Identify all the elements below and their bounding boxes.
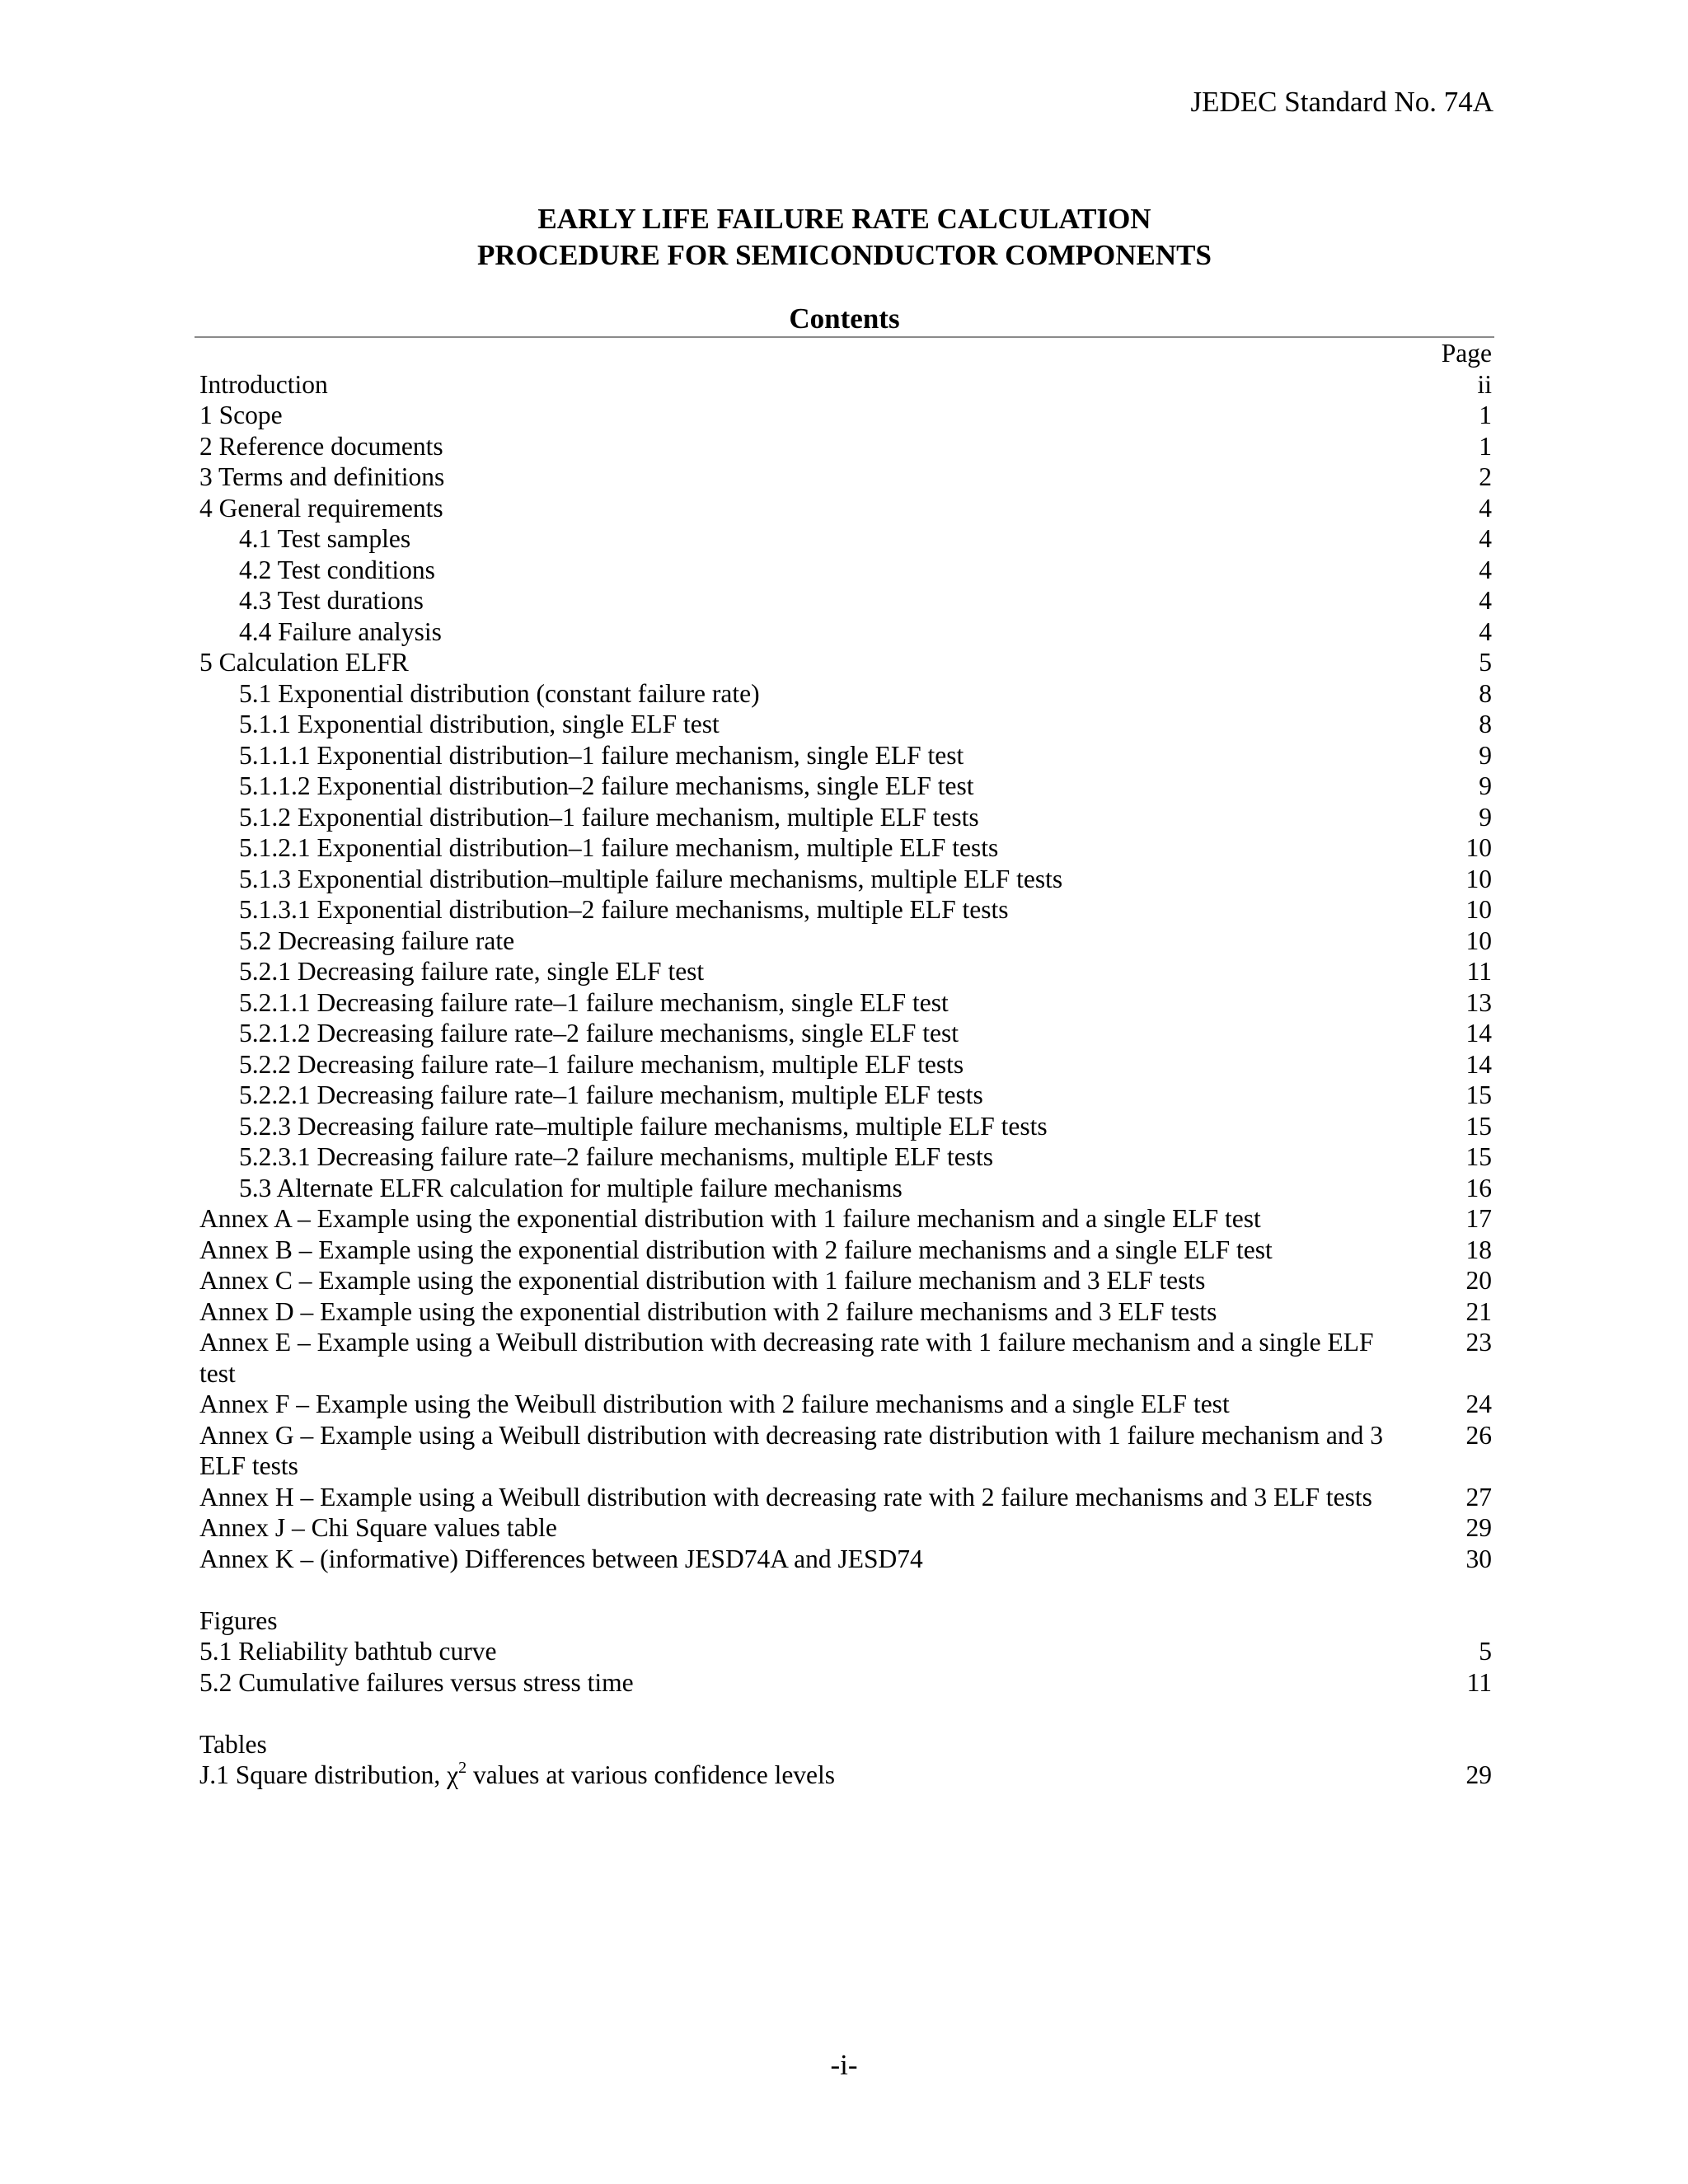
toc-entry-text: 5.2.1.1 Decreasing failure rate–1 failure mechanism, single ELF test <box>239 987 949 1017</box>
toc-entry-text: 5.2.2.1 Decreasing failure rate–1 failure mechanism, multiple ELF tests <box>239 1080 983 1109</box>
toc-entry[interactable] <box>199 1389 1492 1420</box>
toc-entry-page: 8 <box>1479 678 1492 708</box>
toc-entry-page: 9 <box>1479 740 1492 770</box>
standard-number: JEDEC Standard No. 74A <box>1190 86 1493 118</box>
toc-entries <box>199 369 1492 1575</box>
page-number-footer: -i- <box>830 2049 858 2081</box>
table-entry-text: J.1 Square distribution, $\chi^2$ values at various confidence levels <box>199 1758 836 1789</box>
toc-entry[interactable] <box>199 987 1492 1019</box>
toc-entry-text: 4 General requirements <box>199 493 443 523</box>
toc-entry-text: Introduction <box>199 369 328 399</box>
toc-entry[interactable] <box>199 1235 1492 1266</box>
toc-entry-text: 5.1.1 Exponential distribution, single ELF test <box>239 710 720 738</box>
toc-entry[interactable] <box>199 1327 1492 1389</box>
toc-entry-page: 11 <box>1466 957 1492 986</box>
toc-entry[interactable] <box>199 462 1492 493</box>
toc-entry-text: 5.3 Alternate ELFR calculation for multiple failure mechanisms <box>239 1173 903 1202</box>
title-line-2: PROCEDURE FOR SEMICONDUCTOR COMPONENTS <box>477 239 1212 271</box>
toc-entry[interactable] <box>199 894 1492 926</box>
toc-entry[interactable] <box>199 585 1492 616</box>
toc-entry-text: 3 Terms and definitions <box>199 462 445 491</box>
toc-entry[interactable] <box>199 1296 1492 1328</box>
toc-entry-page: 4 <box>1479 493 1492 523</box>
tables-heading-row <box>199 1729 1492 1760</box>
figure-entries <box>199 1636 1492 1698</box>
toc-entry-page: 13 <box>1465 987 1492 1017</box>
figure-entry-text: 5.2 Cumulative failures versus stress time <box>199 1667 634 1697</box>
toc-entry[interactable] <box>199 1018 1492 1049</box>
table-of-contents <box>199 338 1492 1791</box>
toc-entry[interactable] <box>199 555 1492 586</box>
toc-entry[interactable] <box>199 1049 1492 1080</box>
toc-entry-page: 4 <box>1479 586 1492 615</box>
figure-entry[interactable] <box>199 1667 1492 1699</box>
toc-entry[interactable] <box>199 709 1492 740</box>
toc-entry[interactable] <box>199 926 1492 957</box>
toc-entry-text: 5 Calculation ELFR <box>199 648 409 677</box>
toc-entry-text: 5.2.3.1 Decreasing failure rate–2 failure mechanisms, multiple ELF tests <box>239 1142 993 1171</box>
toc-entry-text: Annex B – Example using the exponential distribution with 2 failure mechanisms and a single ELF test <box>199 1235 1273 1264</box>
tables-heading: Tables <box>199 1729 267 1759</box>
toc-entry-text: Annex C – Example using the exponential distribution with 1 failure mechanism and 3 ELF tests <box>199 1266 1206 1295</box>
toc-entry-text: 5.1.3 Exponential distribution–multiple failure mechanisms, multiple ELF tests <box>239 864 1063 893</box>
toc-entry-page: 21 <box>1465 1296 1492 1326</box>
toc-entry[interactable] <box>199 523 1492 555</box>
toc-entry[interactable] <box>199 647 1492 678</box>
toc-entry[interactable] <box>199 802 1492 833</box>
toc-entry[interactable] <box>199 400 1492 431</box>
toc-entry-page: 1 <box>1479 401 1492 429</box>
toc-entry-text: 2 Reference documents <box>199 431 443 461</box>
toc-entry-page: 2 <box>1479 462 1492 491</box>
toc-entry-text: 5.2.1 Decreasing failure rate, single ELF test <box>239 957 705 986</box>
document-title <box>195 201 1494 274</box>
toc-entry-page: 15 <box>1465 1142 1492 1171</box>
toc-entry[interactable] <box>199 740 1492 771</box>
figure-entry-text: 5.1 Reliability bathtub curve <box>199 1637 497 1666</box>
toc-entry[interactable] <box>199 864 1492 895</box>
toc-entry-page: 4 <box>1479 524 1492 553</box>
toc-entry-page: 27 <box>1465 1482 1492 1511</box>
toc-entry[interactable] <box>199 771 1492 802</box>
toc-entry-page: 30 <box>1465 1544 1492 1573</box>
toc-entry[interactable] <box>199 1203 1492 1235</box>
toc-entry-page: 16 <box>1465 1173 1492 1202</box>
toc-entry-page: 5 <box>1479 648 1492 677</box>
toc-entry-text: 5.1.2.1 Exponential distribution–1 failure mechanism, multiple ELF tests <box>239 833 999 862</box>
toc-entry-text: Annex K – (informative) Differences between JESD74A and JESD74 <box>199 1544 923 1573</box>
toc-entry-page: 26 <box>1465 1420 1492 1450</box>
toc-entry-page: 10 <box>1465 895 1492 924</box>
toc-entry-text: 1 Scope <box>199 401 283 429</box>
toc-entry-text: Annex H – Example using a Weibull distribution with decreasing rate with 2 failure mechanisms and 3 ELF tests <box>199 1482 1372 1511</box>
toc-entry-text: Annex D – Example using the exponential distribution with 2 failure mechanisms and 3 ELF tests <box>199 1296 1217 1326</box>
toc-entry-page: ii <box>1477 369 1492 399</box>
toc-entry[interactable] <box>199 369 1492 401</box>
toc-entry-page: 4 <box>1479 555 1492 584</box>
toc-entry-text: 4.3 Test durations <box>239 586 424 615</box>
toc-entry-page: 14 <box>1465 1019 1492 1047</box>
toc-entry[interactable] <box>199 1544 1492 1575</box>
toc-entry[interactable] <box>199 1512 1492 1544</box>
toc-entry[interactable] <box>199 956 1492 987</box>
table-entry-page: 29 <box>1465 1760 1492 1789</box>
toc-entry-page: 8 <box>1479 710 1492 738</box>
toc-entry-text: Annex A – Example using the exponential distribution with 1 failure mechanism and a single ELF test <box>199 1204 1261 1233</box>
toc-entry[interactable] <box>199 1482 1492 1513</box>
contents-heading: Contents <box>789 302 900 335</box>
figures-heading: Figures <box>199 1605 278 1635</box>
toc-entry-text: 5.1.1.1 Exponential distribution–1 failure mechanism, single ELF test <box>239 740 964 770</box>
toc-entry-page: 15 <box>1465 1111 1492 1141</box>
toc-entry[interactable] <box>199 1080 1492 1111</box>
figure-entry[interactable] <box>199 1636 1492 1667</box>
toc-entry-page: 9 <box>1479 802 1492 832</box>
toc-entry-text: Annex G – Example using a Weibull distribution with decreasing rate distribution with 1 failure mechanism and 3 ELF tests <box>199 1420 1383 1480</box>
figure-entry-page: 11 <box>1466 1667 1492 1697</box>
toc-entry-text: 5.2.2 Decreasing failure rate–1 failure mechanism, multiple ELF tests <box>239 1049 964 1079</box>
toc-entry[interactable] <box>199 832 1492 864</box>
title-line-1: EARLY LIFE FAILURE RATE CALCULATION <box>537 203 1151 235</box>
toc-entry[interactable] <box>199 1265 1492 1296</box>
toc-entry-page: 10 <box>1465 926 1492 955</box>
toc-entry[interactable] <box>199 1141 1492 1173</box>
toc-entry-text: 5.1 Exponential distribution (constant failure rate) <box>239 678 760 708</box>
page-label: Page <box>1441 339 1492 368</box>
toc-entry-text: 4.4 Failure analysis <box>239 616 442 646</box>
toc-entry-page: 23 <box>1465 1328 1492 1357</box>
toc-entry[interactable] <box>199 431 1492 462</box>
toc-entry-text: 4.1 Test samples <box>239 524 411 553</box>
figure-entry-page: 5 <box>1479 1637 1492 1666</box>
toc-entry-text: Annex F – Example using the Weibull distribution with 2 failure mechanisms and a single ELF test <box>199 1390 1230 1418</box>
toc-entry-page: 1 <box>1479 431 1492 461</box>
toc-entry[interactable] <box>199 1111 1492 1142</box>
toc-entry-page: 15 <box>1465 1080 1492 1109</box>
table-entry[interactable] <box>199 1760 1492 1791</box>
toc-entry-page: 10 <box>1465 864 1492 893</box>
toc-entry-page: 9 <box>1479 771 1492 800</box>
toc-entry-text: Annex E – Example using a Weibull distribution with decreasing rate with 1 failure mechanism and a single ELF test <box>199 1328 1374 1388</box>
toc-entry-page: 29 <box>1465 1513 1492 1542</box>
toc-entry[interactable] <box>199 493 1492 524</box>
toc-entry-page: 4 <box>1479 616 1492 646</box>
toc-entry-page: 17 <box>1465 1204 1492 1233</box>
toc-entry[interactable] <box>199 616 1492 648</box>
toc-entry-page: 20 <box>1465 1266 1492 1295</box>
toc-entry-text: 5.1.1.2 Exponential distribution–2 failure mechanisms, single ELF test <box>239 771 974 800</box>
toc-entry-text: 5.2.1.2 Decreasing failure rate–2 failure mechanisms, single ELF test <box>239 1019 959 1047</box>
toc-entry-text: 5.1.3.1 Exponential distribution–2 failure mechanisms, multiple ELF tests <box>239 895 1009 924</box>
toc-entry-text: 5.2 Decreasing failure rate <box>239 926 515 955</box>
toc-entry-page: 10 <box>1465 833 1492 862</box>
toc-entry[interactable] <box>199 1420 1492 1482</box>
toc-entry-text: 4.2 Test conditions <box>239 555 435 584</box>
toc-entry-text: 5.2.3 Decreasing failure rate–multiple failure mechanisms, multiple ELF tests <box>239 1111 1048 1141</box>
toc-entry-page: 18 <box>1465 1235 1492 1264</box>
figures-heading-row <box>199 1605 1492 1637</box>
toc-entry-text: 5.1.2 Exponential distribution–1 failure mechanism, multiple ELF tests <box>239 802 979 832</box>
toc-entry-page: 24 <box>1465 1390 1492 1418</box>
toc-entry[interactable] <box>199 678 1492 710</box>
toc-entry[interactable] <box>199 1173 1492 1204</box>
toc-entry-text: Annex J – Chi Square values table <box>199 1513 557 1542</box>
page-column-header <box>199 338 1492 369</box>
toc-entry-page: 14 <box>1465 1049 1492 1079</box>
